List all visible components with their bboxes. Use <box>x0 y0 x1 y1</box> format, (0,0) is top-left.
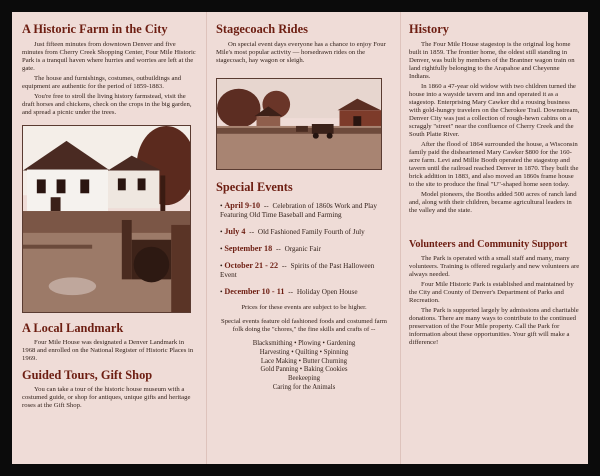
event-description: Spirits of the Past Halloween Event <box>220 262 375 279</box>
event-item <box>220 261 392 280</box>
heading-stagecoach-rides: Stagecoach Rides <box>216 22 308 36</box>
event-description: Old Fashioned Family Fourth of July <box>257 228 365 236</box>
activity-line: Beekeeping <box>287 375 321 383</box>
bullet: • <box>220 245 223 253</box>
event-date: December 10 - 11 <box>224 287 285 296</box>
bullet: • <box>220 228 223 236</box>
activity-line: Caring for the Animals <box>272 383 336 391</box>
event-date: July 4 <box>224 227 246 236</box>
event-item <box>220 244 392 254</box>
event-date: October 21 - 22 <box>224 261 279 270</box>
event-description: Celebration of 1860s Work and Play Featuring Old Time Baseball and Farming <box>220 202 377 219</box>
event-description: Holiday Open House <box>296 288 358 296</box>
dash: -- <box>275 245 281 253</box>
events-note: Special events feature old fashioned foods and costumed farm folk doing the "chores," the fine skills and crafts of -- <box>220 318 388 333</box>
bullet: • <box>220 262 223 270</box>
dash: -- <box>263 202 269 210</box>
furnishings-paragraph: The house and furnishings, costumes, outbuildings and equipment are authentic for the period of 1859-1883. <box>22 75 182 90</box>
activity-line: Blacksmithing • Plowing • Gardening <box>252 340 356 347</box>
panel-right <box>400 12 588 464</box>
dash: -- <box>249 228 255 236</box>
activity-line: Gold Panning • Baking Cookies <box>260 366 348 374</box>
bullet: • <box>220 202 223 210</box>
history-paragraph: The Four Mile House stagestop is the original log home built in 1859. The frontier home, the oldest still standing in Denver, was built by members of the Brantner wagon train on land rightfully belonging to the Arapahoe and Cheyenne Indians. <box>409 41 575 80</box>
heading-guided-tours: Guided Tours, Gift Shop <box>22 368 153 382</box>
history-paragraph: Model pioneers, the Booths added 500 acres of ranch land and, along with their children, became agricultural leaders in the valley and the state. <box>409 191 577 214</box>
activity-line: Harvesting • Quilting • Spinning <box>259 348 349 356</box>
history-paragraph: In 1860 a 47-year old widow with two children turned the house into a wayside tavern and inn and operated it as a stagestop. Enterprising Mary Cawker did a rousing business with gold-hungry travelers on the Cherokee Trail. Downstream, Denver City was just a collection of rough-hewn cabins on a scraggly "street" near the confluence of Cherry Creek and the South Platte River. <box>409 83 580 138</box>
event-description: Organic Fair <box>284 245 321 253</box>
heading-history: History <box>409 22 449 36</box>
activities-list <box>216 340 392 393</box>
panel-middle <box>206 12 400 464</box>
event-date: September 18 <box>224 244 273 253</box>
activity-line: Lace Making • Butter Churning <box>260 357 348 365</box>
event-item <box>220 227 392 237</box>
intro-paragraph: Just fifteen minutes from downtown Denver and five minutes from Cherry Creek Shopping Center, Four Mile Historic Park is a tranquil haven where hurries and worries are left at the gate. <box>22 41 196 72</box>
prices-note: Prices for these events are subject to be higher. <box>241 304 367 311</box>
heading-volunteers: Volunteers and Community Support <box>409 239 568 250</box>
event-item <box>220 201 392 220</box>
dash: -- <box>281 262 287 270</box>
volunteers-paragraph: Four Mile Historic Park is established and maintained by the City and County of Denver's Department of Parks and Recreation. <box>409 281 574 304</box>
landmark-paragraph: Four Mile House was designated a Denver Landmark in 1968 and enrolled on the National Register of Historic Places in 1969. <box>22 339 194 362</box>
volunteers-paragraph: The Park is supported largely by admissions and charitable donations. There are many ways to contribute to the continued preservation of the Four Mile property. Call the Park for information about these opportunities. Your gift will make a difference! <box>409 307 579 346</box>
stagecoach-paragraph: On special event days everyone has a chance to enjoy Four Mile's most popular activity — horsedrawn rides on the stagecoach, hay wagon or sleigh. <box>216 41 386 64</box>
heading-local-landmark: A Local Landmark <box>22 321 124 335</box>
brochure-sheet <box>12 12 588 464</box>
stagecoach-photo <box>216 78 382 170</box>
history-paragraph: After the flood of 1864 surrounded the house, a Wisconsin family paid the disheartened Mary Cawker $800 for the 160-acre farm. Levi and Millie Booth operated the stagestop and tavern until the railroad reached Denver in 1870. They built the brick addition in 1883, and also moved an 1860s frame house to the site to produce the final "U"-shaped home seen today. <box>409 141 579 188</box>
panel-left <box>12 12 206 464</box>
dash: -- <box>288 288 294 296</box>
event-date: April 9-10 <box>224 201 261 210</box>
farmhouse-photo <box>22 125 191 313</box>
event-item <box>220 287 392 297</box>
volunteers-paragraph: The Park is operated with a small staff and many, many volunteers. Training is offered regularly and new volunteers are always needed. <box>409 255 580 278</box>
heading-special-events: Special Events <box>216 180 293 194</box>
heading-historic-farm: A Historic Farm in the City <box>22 22 168 36</box>
tours-paragraph: You can take a tour of the historic house museum with a costumed guide, or shop for antiques, unique gifts and heritage roses at the Gift Shop. <box>22 386 191 409</box>
stroll-paragraph: You're free to stroll the living history farmstead, visit the draft horses and chickens, check on the crops in the big garden, and spread a picnic under the trees. <box>22 93 192 116</box>
bullet: • <box>220 288 223 296</box>
